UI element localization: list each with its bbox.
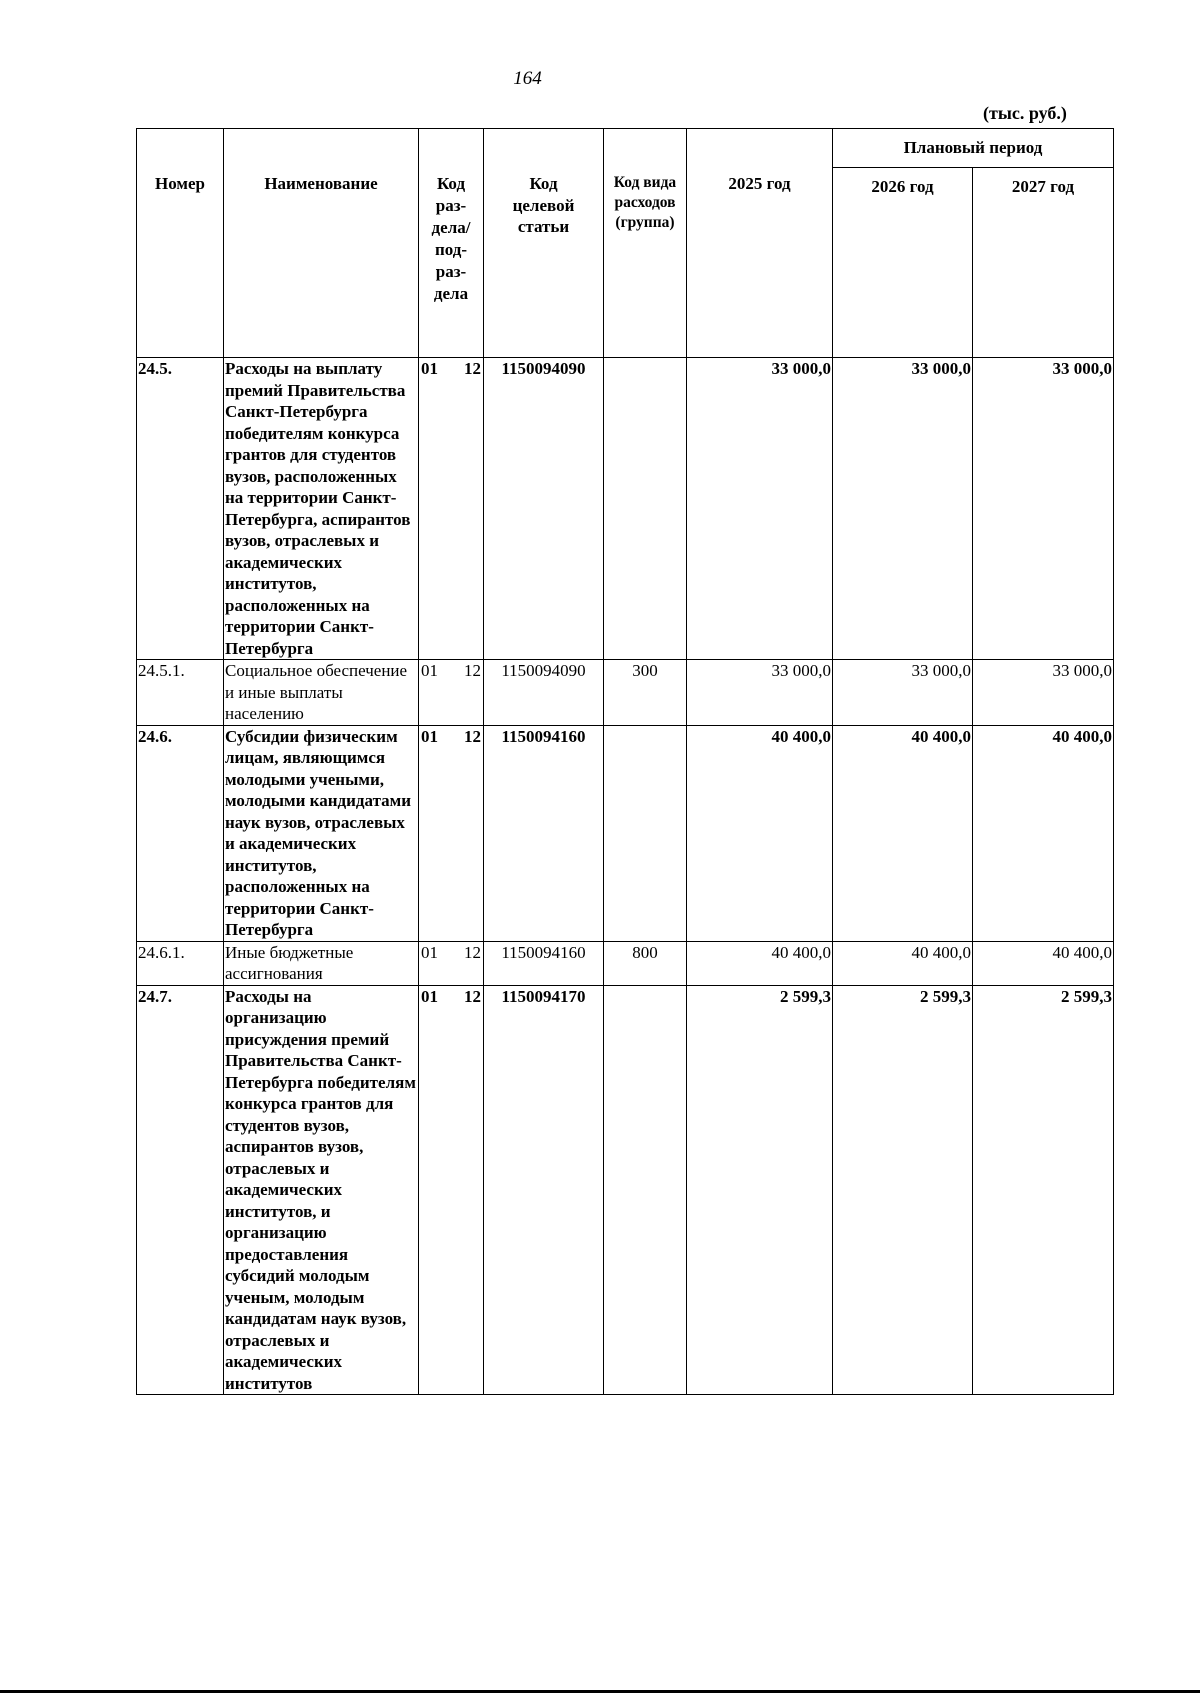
- table-row: [137, 941, 1114, 985]
- row-section: [419, 358, 484, 660]
- header-section-code: [419, 129, 484, 358]
- row-subsection-code: 12: [464, 942, 481, 962]
- row-expense-type: 800: [604, 941, 687, 985]
- row-number: 24.5.1.: [137, 660, 224, 726]
- row-name: Расходы на выплату премий Правительства Санкт-Петербурга победителям конкурса грантов для студентов вузов, расположенных на территории Санкт-Петербурга, аспирантов вузов, отраслевых и академических институтов, расположенных на территории Санкт-Петербурга: [224, 358, 419, 660]
- header-target-code: [484, 129, 604, 358]
- row-target-code: 1150094090: [484, 660, 604, 726]
- header-section-code-text: Код раз-дела/ под-раз-дела: [431, 174, 471, 303]
- row-expense-type: [604, 358, 687, 660]
- row-name: Субсидии физическим лицам, являющимся молодыми учеными, молодыми кандидатами наук вузов, отраслевых и академических институтов, расположенных на территории Санкт-Петербурга: [224, 725, 419, 941]
- row-section-code: 01: [421, 726, 438, 746]
- row-target-code: 1150094090: [484, 358, 604, 660]
- row-target-code: 1150094160: [484, 941, 604, 985]
- table-row: [137, 358, 1114, 660]
- row-value-2027: 40 400,0: [973, 941, 1114, 985]
- row-section-code: 01: [421, 359, 438, 378]
- row-expense-type: [604, 725, 687, 941]
- header-2026: 2026 год: [833, 167, 973, 357]
- row-value-2026: 40 400,0: [833, 941, 973, 985]
- row-section-code: 01: [421, 661, 438, 680]
- row-section: [419, 941, 484, 985]
- row-number: 24.6.1.: [137, 941, 224, 985]
- table-row: [137, 985, 1114, 1395]
- row-expense-type: 300: [604, 660, 687, 726]
- row-section-code: 01: [421, 942, 438, 962]
- row-value-2025: 40 400,0: [687, 725, 833, 941]
- row-subsection-code: 12: [464, 661, 481, 680]
- header-expense-type-text: Код вида расходов (группа): [613, 174, 677, 231]
- row-value-2027: 33 000,0: [973, 358, 1114, 660]
- header-2025: 2025 год: [687, 129, 833, 358]
- row-value-2026: 33 000,0: [833, 358, 973, 660]
- row-value-2025: 33 000,0: [687, 358, 833, 660]
- row-subsection-code: 12: [464, 726, 481, 746]
- row-value-2027: 2 599,3: [973, 985, 1114, 1395]
- row-value-2027: 40 400,0: [973, 725, 1114, 941]
- row-target-code: 1150094160: [484, 725, 604, 941]
- row-value-2025: 40 400,0: [687, 941, 833, 985]
- budget-table: [136, 128, 1114, 1395]
- header-2027: 2027 год: [973, 167, 1114, 357]
- row-section: [419, 660, 484, 726]
- row-number: 24.7.: [137, 985, 224, 1395]
- row-name: Иные бюджетные ассигнования: [224, 941, 419, 985]
- row-subsection-code: 12: [464, 986, 481, 1006]
- header-name: Наименование: [224, 129, 419, 358]
- table-row: [137, 725, 1114, 941]
- unit-note: (тыс. руб.): [983, 103, 1067, 123]
- row-value-2026: 33 000,0: [833, 660, 973, 726]
- table-row: [137, 660, 1114, 726]
- row-value-2026: 2 599,3: [833, 985, 973, 1395]
- row-section: [419, 725, 484, 941]
- row-expense-type: [604, 985, 687, 1395]
- row-name: Расходы на организацию присуждения премий Правительства Санкт-Петербурга победителям конкурса грантов для студентов вузов, аспирантов вузов, отраслевых и академических институтов, и организацию предоставления субсидий молодым ученым, молодым кандидатам наук вузов, отраслевых и академических институтов: [224, 985, 419, 1395]
- row-value-2026: 40 400,0: [833, 725, 973, 941]
- row-number: 24.5.: [137, 358, 224, 660]
- header-number: Номер: [137, 129, 224, 358]
- header-expense-type: [604, 129, 687, 358]
- row-value-2025: 33 000,0: [687, 660, 833, 726]
- row-name: Социальное обеспечение и иные выплаты населению: [224, 660, 419, 726]
- header-target-code-text: Код целевой статьи: [512, 174, 575, 236]
- row-target-code: 1150094170: [484, 985, 604, 1395]
- page-number: 164: [513, 68, 542, 89]
- row-section-code: 01: [421, 986, 438, 1006]
- row-section: [419, 985, 484, 1395]
- header-plan-period: Плановый период: [833, 129, 1114, 168]
- row-number: 24.6.: [137, 725, 224, 941]
- page-bottom-rule: [0, 1690, 1200, 1693]
- row-subsection-code: 12: [464, 359, 481, 378]
- row-value-2027: 33 000,0: [973, 660, 1114, 726]
- row-value-2025: 2 599,3: [687, 985, 833, 1395]
